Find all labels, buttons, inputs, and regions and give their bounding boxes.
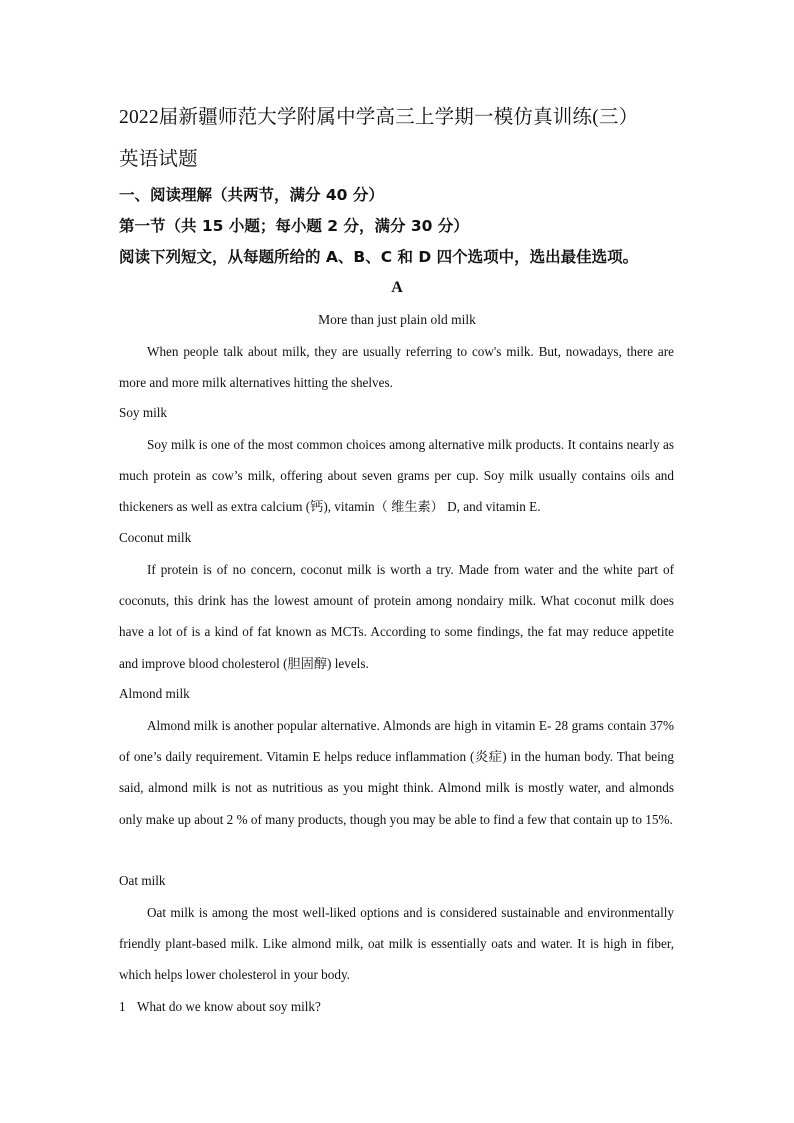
paragraph-soy: Soy milk is one of the most common choices among alternative milk products. It contains nearly as much protein as cow’s milk, offering about seven grams per cup. Soy milk usually contains oils and thickeners as well as extra calcium (钙), vitamin（ 维生素） D, and vitamin E.: [119, 437, 674, 515]
section-heading-almond: Almond milk: [119, 686, 190, 701]
section-heading-coconut: Coconut milk: [119, 530, 192, 545]
section-heading: 一、阅读理解（共两节，满分 40 分）: [119, 186, 384, 204]
document-title: 2022届新疆师范大学附属中学高三上学期一模仿真训练(三）: [119, 107, 639, 128]
question-1: [119, 998, 321, 1016]
passage-letter: A: [391, 279, 403, 296]
paragraph-almond: Almond milk is another popular alternative. Almonds are high in vitamin E- 28 grams contain 37% of one’s daily requirement. Vitamin E helps reduce inflammation (炎症) in the human body. That being said, almond milk is not as nutritious as you might think. Almond milk is mostly water, and almonds only make up about 2 % of many products, though you may be able to find a few that contain up to 15%.: [119, 718, 674, 827]
section-heading-oat: Oat milk: [119, 873, 166, 888]
question-number: 1: [119, 999, 126, 1014]
intro-paragraph: When people talk about milk, they are usually referring to cow's milk. But, nowadays, there are more and more milk alternatives hitting the shelves.: [119, 344, 674, 391]
section-heading-soy: Soy milk: [119, 405, 167, 420]
paragraph-coconut: If protein is of no concern, coconut milk is worth a try. Made from water and the white part of coconuts, this drink has the lowest amount of protein among nondairy milk. What coconut milk does have a lot of is a kind of fat known as MCTs. According to some findings, the fat may reduce appetite and improve blood cholesterol (胆固醇) levels.: [119, 562, 674, 671]
paragraph-oat: Oat milk is among the most well-liked options and is considered sustainable and environmentally friendly plant-based milk. Like almond milk, oat milk is essentially oats and water. It is high in fiber, which helps lower cholesterol in your body.: [119, 905, 674, 983]
document-subtitle: 英语试题: [119, 149, 198, 170]
passage-title: More than just plain old milk: [318, 312, 476, 327]
subsection-heading: 第一节（共 15 小题；每小题 2 分，满分 30 分）: [119, 217, 469, 235]
instruction: 阅读下列短文，从每题所给的 A、B、C 和 D 四个选项中，选出最佳选项。: [119, 248, 639, 266]
question-text: What do we know about soy milk?: [137, 999, 321, 1014]
